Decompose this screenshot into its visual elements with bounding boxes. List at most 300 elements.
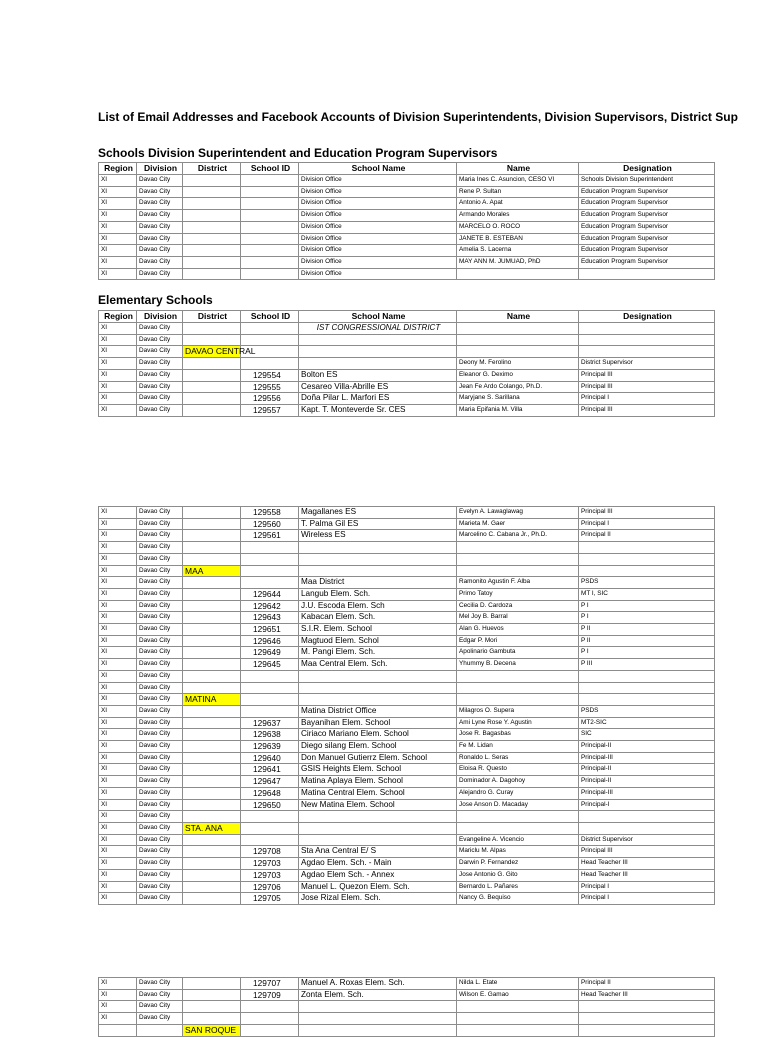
- cell-name: Rene P. Sultan: [457, 186, 579, 198]
- cell-name: [457, 682, 579, 694]
- cell-school-name: GSIS Heights Elem. School: [299, 764, 457, 776]
- cell-name: [457, 268, 579, 280]
- cell-name: Bernardo L. Pañares: [457, 881, 579, 893]
- cell-school-id: [241, 233, 299, 245]
- cell-district: [183, 846, 241, 858]
- cell-school-name: [299, 1013, 457, 1025]
- cell-division: Davao City: [137, 893, 183, 905]
- cell-school-name: Cesareo Villa-Abrille ES: [299, 381, 457, 393]
- cell-designation: Head Teacher III: [579, 858, 715, 870]
- cell-school-id: 129650: [241, 799, 299, 811]
- table-row: [99, 846, 715, 858]
- cell-district: [183, 741, 241, 753]
- cell-name: Dominador A. Dagohoy: [457, 776, 579, 788]
- table-row: [99, 752, 715, 764]
- column-header-school-id: School ID: [241, 311, 299, 323]
- cell-division: Davao City: [137, 787, 183, 799]
- cell-region: XI: [99, 334, 137, 346]
- cell-name: Maryjane S. Sarillana: [457, 393, 579, 405]
- cell-name: MAY ANN M. JUMUAD, PhD: [457, 256, 579, 268]
- cell-school-id: 129708: [241, 846, 299, 858]
- cell-division: Davao City: [137, 694, 183, 706]
- cell-division: Davao City: [137, 624, 183, 636]
- cell-division: Davao City: [137, 358, 183, 370]
- cell-district: [183, 881, 241, 893]
- table-row: [99, 553, 715, 565]
- cell-name: Eleanor G. Deximo: [457, 369, 579, 381]
- table-row: [99, 787, 715, 799]
- cell-designation: SIC: [579, 729, 715, 741]
- cell-school-name: Division Office: [299, 221, 457, 233]
- cell-region: XI: [99, 764, 137, 776]
- column-header-division: Division: [137, 311, 183, 323]
- column-header-district: District: [183, 163, 241, 175]
- table-row: [99, 834, 715, 846]
- cell-school-name: Maa Central Elem. Sch.: [299, 659, 457, 671]
- cell-designation: Education Program Supervisor: [579, 245, 715, 257]
- cell-division: Davao City: [137, 729, 183, 741]
- cell-school-id: [241, 682, 299, 694]
- cell-name: Marcelino C. Cabana Jr., Ph.D.: [457, 530, 579, 542]
- cell-name: Darwin P. Fernandez: [457, 858, 579, 870]
- cell-designation: [579, 670, 715, 682]
- cell-district: [183, 893, 241, 905]
- cell-name: Amelia S. Lacerna: [457, 245, 579, 257]
- cell-district: SAN ROQUE: [183, 1024, 241, 1036]
- cell-division: Davao City: [137, 682, 183, 694]
- cell-division: Davao City: [137, 346, 183, 358]
- cell-name: Evangeline A. Vicencio: [457, 834, 579, 846]
- cell-district: [183, 787, 241, 799]
- cell-school-id: [241, 1013, 299, 1025]
- cell-name: Jean Fe Ardo Colango, Ph.D.: [457, 381, 579, 393]
- table-row: [99, 978, 715, 990]
- cell-school-name: Kapt. T. Monteverde Sr. CES: [299, 404, 457, 416]
- cell-region: XI: [99, 822, 137, 834]
- cell-region: XI: [99, 198, 137, 210]
- cell-designation: Principal-II: [579, 764, 715, 776]
- cell-district: [183, 381, 241, 393]
- table-row: [99, 323, 715, 335]
- table-row: [99, 869, 715, 881]
- cell-school-name: Don Manuel Gutierrz Elem. School: [299, 752, 457, 764]
- cell-name: Alejandro G. Curay: [457, 787, 579, 799]
- table-row: [99, 565, 715, 577]
- cell-name: Ami Lyne Rose Y. Agustin: [457, 717, 579, 729]
- table-row: [99, 647, 715, 659]
- table-row: [99, 717, 715, 729]
- cell-designation: [579, 542, 715, 554]
- cell-designation: Head Teacher III: [579, 989, 715, 1001]
- cell-school-name: New Matina Elem. School: [299, 799, 457, 811]
- cell-school-id: 129709: [241, 989, 299, 1001]
- cell-designation: P III: [579, 659, 715, 671]
- cell-school-name: Division Office: [299, 186, 457, 198]
- cell-school-id: 129705: [241, 893, 299, 905]
- cell-region: XI: [99, 553, 137, 565]
- cell-district: [183, 705, 241, 717]
- cell-district: [183, 612, 241, 624]
- cell-designation: Schools Division Superintendent: [579, 175, 715, 187]
- cell-designation: [579, 822, 715, 834]
- cell-name: MARCELO O. ROCO: [457, 221, 579, 233]
- cell-school-name: Agdao Elem. Sch. - Main: [299, 858, 457, 870]
- cell-region: XI: [99, 647, 137, 659]
- cell-division: Davao City: [137, 776, 183, 788]
- cell-designation: P II: [579, 635, 715, 647]
- cell-designation: Principal-II: [579, 776, 715, 788]
- cell-district: [183, 588, 241, 600]
- cell-region: XI: [99, 811, 137, 823]
- cell-school-name: [299, 682, 457, 694]
- cell-district: [183, 811, 241, 823]
- cell-region: XI: [99, 694, 137, 706]
- cell-name: [457, 1001, 579, 1013]
- cell-school-id: 129640: [241, 752, 299, 764]
- cell-region: XI: [99, 358, 137, 370]
- cell-school-id: [241, 256, 299, 268]
- cell-region: XI: [99, 369, 137, 381]
- cell-name: Milagros O. Supera: [457, 705, 579, 717]
- cell-region: XI: [99, 776, 137, 788]
- cell-designation: Principal I: [579, 893, 715, 905]
- cell-division: Davao City: [137, 764, 183, 776]
- table-row: [99, 694, 715, 706]
- table-row: [99, 507, 715, 519]
- cell-region: XI: [99, 989, 137, 1001]
- table-row: [99, 1024, 715, 1036]
- table-row: [99, 542, 715, 554]
- cell-school-id: 129555: [241, 381, 299, 393]
- cell-designation: Head Teacher III: [579, 869, 715, 881]
- cell-school-id: 129557: [241, 404, 299, 416]
- cell-division: Davao City: [137, 175, 183, 187]
- cell-district: [183, 256, 241, 268]
- cell-school-id: [241, 221, 299, 233]
- cell-school-name: [299, 1024, 457, 1036]
- cell-region: XI: [99, 404, 137, 416]
- cell-school-name: [299, 670, 457, 682]
- cell-district: [183, 210, 241, 222]
- cell-name: [457, 811, 579, 823]
- table-row: [99, 989, 715, 1001]
- cell-district: [183, 198, 241, 210]
- cell-designation: [579, 1001, 715, 1013]
- cell-school-id: [241, 694, 299, 706]
- cell-school-id: [241, 175, 299, 187]
- cell-division: Davao City: [137, 600, 183, 612]
- cell-region: XI: [99, 705, 137, 717]
- cell-designation: [579, 323, 715, 335]
- cell-district: [183, 245, 241, 257]
- cell-division: Davao City: [137, 588, 183, 600]
- cell-designation: Principal II: [579, 530, 715, 542]
- cell-school-name: Manuel A. Roxas Elem. Sch.: [299, 978, 457, 990]
- cell-school-name: Langub Elem. Sch.: [299, 588, 457, 600]
- cell-designation: Principal III: [579, 369, 715, 381]
- cell-school-id: 129703: [241, 869, 299, 881]
- table-row: [99, 1001, 715, 1013]
- cell-name: Nancy G. Bequiso: [457, 893, 579, 905]
- cell-school-id: [241, 198, 299, 210]
- cell-school-id: 129554: [241, 369, 299, 381]
- cell-region: XI: [99, 507, 137, 519]
- cell-school-id: 129558: [241, 507, 299, 519]
- cell-region: XI: [99, 1013, 137, 1025]
- cell-school-name: Doña Pilar L. Marfori ES: [299, 393, 457, 405]
- cell-name: Apolinario Gambuta: [457, 647, 579, 659]
- cell-division: Davao City: [137, 989, 183, 1001]
- cell-school-id: [241, 542, 299, 554]
- table-row: [99, 764, 715, 776]
- table-row: [99, 245, 715, 257]
- cell-region: XI: [99, 346, 137, 358]
- cell-designation: [579, 553, 715, 565]
- cell-designation: [579, 682, 715, 694]
- cell-name: Ronaldo L. Seras: [457, 752, 579, 764]
- cell-region: XI: [99, 186, 137, 198]
- cell-school-id: [241, 334, 299, 346]
- cell-district: [183, 221, 241, 233]
- cell-division: Davao City: [137, 612, 183, 624]
- cell-designation: Principal I: [579, 393, 715, 405]
- cell-school-name: T. Palma Gil ES: [299, 518, 457, 530]
- cell-region: XI: [99, 717, 137, 729]
- cell-name: [457, 323, 579, 335]
- cell-region: XI: [99, 659, 137, 671]
- cell-region: XI: [99, 869, 137, 881]
- cell-region: XI: [99, 233, 137, 245]
- cell-district: [183, 682, 241, 694]
- cell-division: Davao City: [137, 256, 183, 268]
- cell-designation: Education Program Supervisor: [579, 233, 715, 245]
- cell-division: Davao City: [137, 811, 183, 823]
- cell-district: [183, 776, 241, 788]
- cell-region: XI: [99, 846, 137, 858]
- table-row: [99, 635, 715, 647]
- cell-designation: [579, 346, 715, 358]
- cell-division: Davao City: [137, 518, 183, 530]
- cell-region: XI: [99, 834, 137, 846]
- cell-designation: PSDS: [579, 577, 715, 589]
- cell-school-id: [241, 186, 299, 198]
- cell-division: Davao City: [137, 705, 183, 717]
- cell-division: Davao City: [137, 752, 183, 764]
- column-header-region: Region: [99, 163, 137, 175]
- cell-name: Alan G. Huevos: [457, 624, 579, 636]
- cell-division: Davao City: [137, 186, 183, 198]
- cell-division: Davao City: [137, 1001, 183, 1013]
- table-row: [99, 518, 715, 530]
- cell-school-id: 129641: [241, 764, 299, 776]
- cell-district: [183, 989, 241, 1001]
- cell-division: Davao City: [137, 530, 183, 542]
- cell-school-id: [241, 1001, 299, 1013]
- cell-school-name: Jose Rizal Elem. Sch.: [299, 893, 457, 905]
- cell-name: Maria Ines C. Asuncion, CESO VI: [457, 175, 579, 187]
- cell-designation: Education Program Supervisor: [579, 221, 715, 233]
- table-row: [99, 233, 715, 245]
- cell-division: Davao City: [137, 647, 183, 659]
- cell-district: [183, 542, 241, 554]
- cell-division: Davao City: [137, 268, 183, 280]
- cell-district: [183, 1013, 241, 1025]
- cell-school-name: Sta Ana Central E/ S: [299, 846, 457, 858]
- cell-region: XI: [99, 670, 137, 682]
- cell-designation: Principal-II: [579, 741, 715, 753]
- cell-region: XI: [99, 600, 137, 612]
- cell-school-name: Ciriaco Mariano Elem. School: [299, 729, 457, 741]
- column-header-district: District: [183, 311, 241, 323]
- cell-school-id: 129560: [241, 518, 299, 530]
- cell-division: Davao City: [137, 670, 183, 682]
- cell-designation: Education Program Supervisor: [579, 256, 715, 268]
- cell-district: [183, 233, 241, 245]
- cell-name: Primo Tatoy: [457, 588, 579, 600]
- cell-division: Davao City: [137, 834, 183, 846]
- table-row: [99, 881, 715, 893]
- cell-designation: Principal III: [579, 507, 715, 519]
- cell-school-name: Zonta Elem. Sch.: [299, 989, 457, 1001]
- cell-division: Davao City: [137, 565, 183, 577]
- cell-school-name: [299, 1001, 457, 1013]
- cell-district: [183, 764, 241, 776]
- cell-region: XI: [99, 741, 137, 753]
- cell-region: XI: [99, 881, 137, 893]
- cell-division: Davao City: [137, 233, 183, 245]
- cell-district: [183, 659, 241, 671]
- header-row: [99, 163, 715, 175]
- cell-division: Davao City: [137, 869, 183, 881]
- cell-school-name: Division Office: [299, 198, 457, 210]
- cell-region: XI: [99, 588, 137, 600]
- cell-division: Davao City: [137, 381, 183, 393]
- cell-name: [457, 1024, 579, 1036]
- cell-name: Ramonito Agustin F. Alba: [457, 577, 579, 589]
- table-row: [99, 588, 715, 600]
- cell-division: Davao City: [137, 659, 183, 671]
- column-header-name: Name: [457, 311, 579, 323]
- cell-district: [183, 268, 241, 280]
- cell-designation: [579, 565, 715, 577]
- table-row: [99, 799, 715, 811]
- cell-division: Davao City: [137, 221, 183, 233]
- cell-school-id: [241, 705, 299, 717]
- cell-designation: P I: [579, 647, 715, 659]
- cell-district: [183, 393, 241, 405]
- cell-division: Davao City: [137, 881, 183, 893]
- cell-district: [183, 175, 241, 187]
- cell-district: [183, 670, 241, 682]
- cell-school-name: Bolton ES: [299, 369, 457, 381]
- cell-school-id: 129644: [241, 588, 299, 600]
- cell-district: [183, 717, 241, 729]
- cell-district: [183, 530, 241, 542]
- cell-designation: [579, 811, 715, 823]
- cell-name: JANETE B. ESTEBAN: [457, 233, 579, 245]
- table-row: [99, 1013, 715, 1025]
- cell-division: Davao City: [137, 635, 183, 647]
- cell-school-name: [299, 553, 457, 565]
- elementary-table-continued-2: [98, 977, 715, 1037]
- cell-region: [99, 1024, 137, 1036]
- cell-name: Wilson E. Gamao: [457, 989, 579, 1001]
- cell-school-id: [241, 553, 299, 565]
- cell-region: XI: [99, 542, 137, 554]
- table-row: [99, 268, 715, 280]
- cell-district: [183, 799, 241, 811]
- table-row: [99, 358, 715, 370]
- elementary-table-continued: [98, 506, 715, 905]
- cell-school-id: [241, 565, 299, 577]
- cell-designation: Education Program Supervisor: [579, 210, 715, 222]
- cell-region: XI: [99, 978, 137, 990]
- cell-region: XI: [99, 245, 137, 257]
- cell-division: Davao City: [137, 553, 183, 565]
- cell-name: [457, 1013, 579, 1025]
- cell-school-name: Magallanes ES: [299, 507, 457, 519]
- cell-division: Davao City: [137, 741, 183, 753]
- cell-name: [457, 334, 579, 346]
- cell-school-id: [241, 358, 299, 370]
- cell-division: Davao City: [137, 1013, 183, 1025]
- cell-name: Nilda L. Etate: [457, 978, 579, 990]
- table-row: [99, 186, 715, 198]
- cell-division: Davao City: [137, 822, 183, 834]
- section-heading-supervisors: Schools Division Superintendent and Education Program Supervisors: [98, 146, 498, 160]
- elementary-table: [98, 310, 715, 417]
- cell-designation: Principal II: [579, 978, 715, 990]
- cell-district: [183, 507, 241, 519]
- cell-school-name: Division Office: [299, 175, 457, 187]
- cell-school-id: [241, 670, 299, 682]
- cell-school-id: 129707: [241, 978, 299, 990]
- cell-designation: Principal-III: [579, 752, 715, 764]
- cell-school-id: 129645: [241, 659, 299, 671]
- cell-district: [183, 729, 241, 741]
- cell-school-name: IST CONGRESSIONAL DISTRICT: [299, 323, 457, 335]
- table-row: [99, 334, 715, 346]
- cell-region: XI: [99, 256, 137, 268]
- cell-school-name: Division Office: [299, 268, 457, 280]
- cell-name: [457, 822, 579, 834]
- section-heading-elementary: Elementary Schools: [98, 293, 213, 307]
- cell-name: Armando Morales: [457, 210, 579, 222]
- cell-designation: PSDS: [579, 705, 715, 717]
- cell-district: [183, 752, 241, 764]
- cell-school-name: Division Office: [299, 245, 457, 257]
- cell-designation: [579, 1024, 715, 1036]
- cell-district: [183, 518, 241, 530]
- table-row: [99, 393, 715, 405]
- cell-name: Yhummy B. Decena: [457, 659, 579, 671]
- cell-school-name: Maa District: [299, 577, 457, 589]
- cell-designation: Principal I: [579, 881, 715, 893]
- cell-district: [183, 334, 241, 346]
- cell-school-id: 129639: [241, 741, 299, 753]
- table-row: [99, 346, 715, 358]
- cell-school-id: [241, 323, 299, 335]
- cell-region: XI: [99, 1001, 137, 1013]
- cell-division: Davao City: [137, 323, 183, 335]
- cell-school-name: [299, 542, 457, 554]
- cell-school-name: Magtuod Elem. Schol: [299, 635, 457, 647]
- cell-district: [183, 1001, 241, 1013]
- cell-name: Deony M. Ferolino: [457, 358, 579, 370]
- table-row: [99, 530, 715, 542]
- table-row: [99, 811, 715, 823]
- cell-name: [457, 565, 579, 577]
